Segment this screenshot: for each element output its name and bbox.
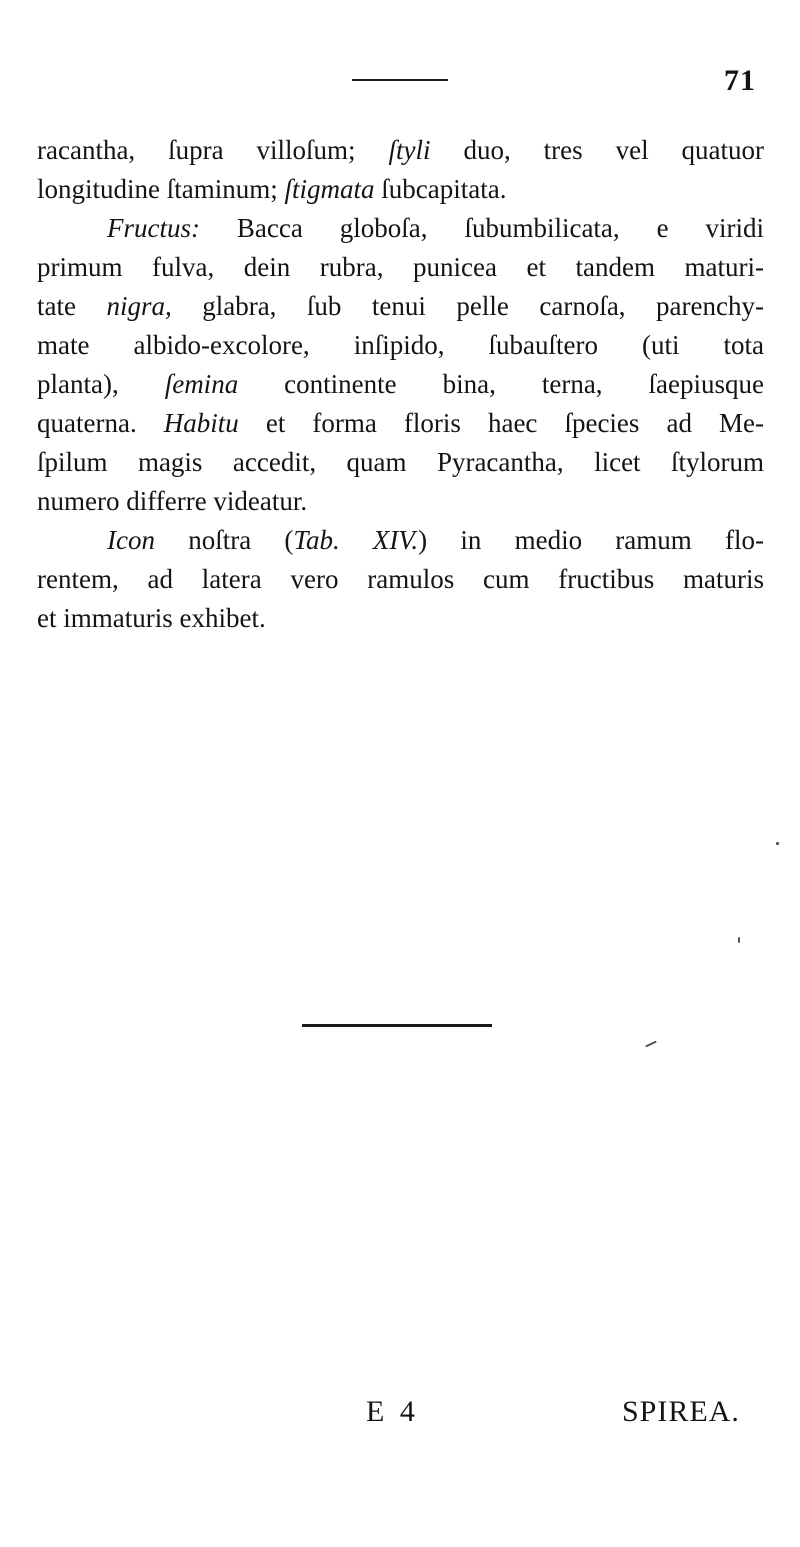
text-line: [0, 248, 764, 287]
text-run: longitudine ſtaminum;: [37, 174, 285, 204]
section-end-rule: [302, 1024, 492, 1027]
italic-term: Tab. XIV.: [293, 525, 419, 555]
paragraph: [37, 521, 764, 638]
text-run: primum fulva, dein rubra, punicea et tandem maturi-: [37, 252, 764, 282]
italic-term: Icon: [107, 525, 155, 555]
text-line: [0, 365, 764, 404]
print-speck: [645, 1041, 657, 1048]
italic-term: Habitu: [163, 408, 239, 438]
paragraph: [37, 131, 764, 209]
print-speck: [776, 842, 779, 845]
text-line: [0, 599, 764, 638]
text-run: et forma floris haec ſpecies ad Me-: [238, 408, 765, 438]
paragraph: [37, 209, 764, 521]
text-run: ſpilum magis accedit, quam Pyracantha, licet ſtylorum: [37, 447, 764, 477]
text-line: [0, 443, 764, 482]
italic-term: ſtigmata: [284, 174, 375, 204]
italic-term: ſtyli: [388, 135, 431, 165]
body-text: [37, 131, 764, 638]
catchword: SPIREA.: [622, 1395, 740, 1428]
text-line: [0, 326, 764, 365]
text-run: mate albido-excolore, inſipido, ſubauſtero (uti tota: [37, 330, 764, 360]
text-line: [37, 209, 764, 248]
text-run: Bacca globoſa, ſubumbilicata, e viridi: [199, 213, 764, 243]
text-line: [0, 560, 764, 599]
italic-term: nigra,: [106, 291, 172, 321]
text-run: tate: [37, 291, 107, 321]
text-run: noſtra (: [154, 525, 294, 555]
italic-term: Fructus:: [107, 213, 200, 243]
text-run: ſubcapitata.: [374, 174, 507, 204]
text-run: continente bina, terna, ſaepiusque: [238, 369, 764, 399]
text-line: [37, 131, 764, 170]
text-run: et immaturis exhibet.: [37, 603, 266, 633]
signature-mark: E 4: [366, 1395, 419, 1428]
text-run: racantha, ſupra villoſum;: [37, 135, 389, 165]
text-run: planta),: [37, 369, 165, 399]
text-line: [37, 521, 764, 560]
text-run: duo, tres vel quatuor: [430, 135, 764, 165]
print-speck: [738, 937, 740, 943]
text-run: glabra, ſub tenui pelle carnoſa, parenchy-: [171, 291, 764, 321]
text-line: [0, 404, 764, 443]
header-rule: [352, 79, 448, 81]
text-line: [37, 170, 764, 209]
text-run: ) in medio ramum flo-: [418, 525, 764, 555]
page-number: 71: [724, 64, 756, 97]
italic-term: ſemina: [164, 369, 239, 399]
text-line: [0, 287, 764, 326]
text-run: quaterna.: [37, 408, 164, 438]
text-run: numero differre videatur.: [37, 486, 308, 516]
text-run: rentem, ad latera vero ramulos cum fructibus maturis: [37, 564, 764, 594]
text-line: [0, 482, 764, 521]
